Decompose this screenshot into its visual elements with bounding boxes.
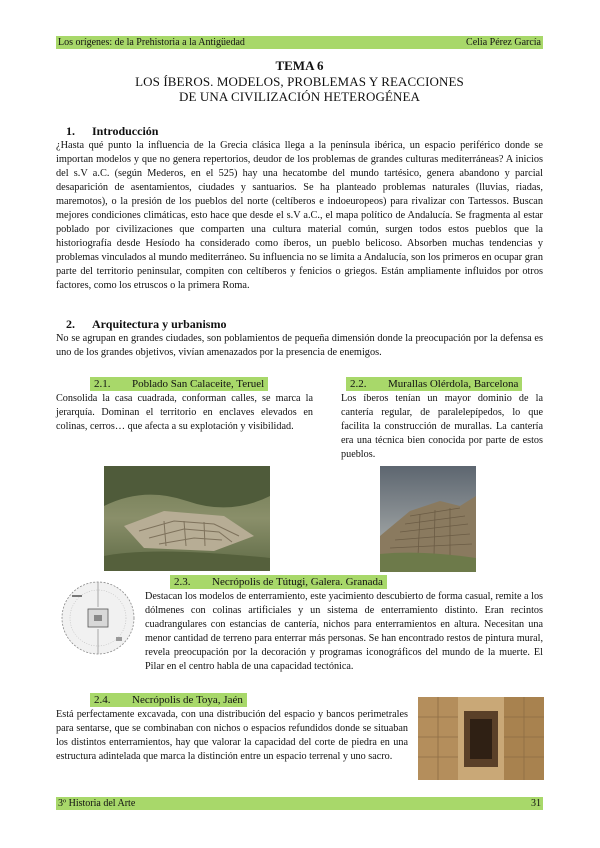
subsection-2-4-text: Está perfectamente excavada, con una distribución del espacio y bancos perimetrales para sentarse, que se combinaban con nichos o espacios refundidos donde se situaban los distintos enterramientos, hay que valorar la capacidad del corte de piedra en una estructura adintelada que marca la distinción entre un espacio terrenal y uno sacro. [56,709,408,762]
subsection-2-3-heading [170,575,387,589]
subsection-2-1-heading [90,377,268,391]
subsection-2-4-heading [90,693,247,707]
subsection-2-3-title: Necrópolis de Tútugi, Galera. Granada [212,576,383,588]
tema-label: TEMA 6 [275,58,324,73]
page-header [56,36,543,49]
section-1-title: Introducción [92,124,159,138]
san-calaceite-photo [104,466,270,571]
tutugi-plan-diagram [58,577,138,659]
subsection-2-2-text: Los íberos tenían un mayor dominio de la cantería regular, de paralelepípedos, lo que facilita la construcción de murallas. La cantería era una técnica bien conocida por parte de estos pueblos. [341,393,543,460]
subsection-2-4-title: Necrópolis de Toya, Jaén [132,694,243,706]
subsection-2-1-number: 2.1. [94,378,111,390]
section-1-heading [56,124,158,138]
title-line-2: DE UNA CIVILIZACIÓN HETEROGÉNEA [178,89,421,104]
title-line-1: LOS ÍBEROS. MODELOS, PROBLEMAS Y REACCIONES [135,74,464,89]
subsection-2-3-text: Destacan los modelos de enterramiento, este yacimiento descubierto de forma casual, remite a los dólmenes con colinas artificiales y un sistema de enterramiento distinto. Eran recintos cuadrangulares con estancias de cantería, nichos para enterramientos en altura. Necesitan una menor cantidad de terreno para enterrar más personas. Se han encontrado restos de pintura mural, revela preocupación por la decoración y programas iconográficos del mundo de la muerte. El Pilar en el centro habla de una capacidad tectónica. [145,591,544,672]
subsection-2-3-number: 2.3. [174,576,191,588]
section-2-text: No se agrupan en grandes ciudades, son poblamientos de pequeña dimensión donde la preocupación por la defensa es uno de los grandes objetivos, vivían amenazados por la presencia de enemigos. [56,333,543,358]
header-course-title: Los orígenes: de la Prehistoria a la Antigüedad [58,37,245,48]
section-1-text: ¿Hasta qué punto la influencia de la Grecia clásica llega a la península ibérica, un espacio periférico donde se importan modelos y que no genera repertorios, deudor de los problemas de grandes culturas mediterráneas? A inicios del s.V a.C. (según Mederos, en el 525) hay una hecatombe del mundo tartésico, genera abandono y parcial desaparición de asentamientos, ciudades y santuarios. Se ha planteado problemas naturales (lluvias, riadas, maremotos), o la presión de los pueblos del norte (celtíberos e indoeuropeos) para rivalizar con Tartessos. Buscan mejores condiciones climáticas, esto hace que desde el s.V a.C., el mapa político de Andalucía. Se fragmenta al estar poblado por civilizaciones que comparten una cultura material común, surgen todos estos pueblos que la historiografía desde Hesíodo ha considerado como íberos, un pueblo belicoso. Absorben muchas tendencias y problemas vinculados al mundo mediterráneo. Su influencia no se limita a Andalucía, son los primeros en ocupar gran parte del territorio peninsular, compiten con celtíberos y fenicios o griegos. Están ampliamente influidos por otros factores, como los etruscos o la primera Roma. [56,140,543,291]
section-1-number: 1. [66,124,75,138]
document-title [56,58,543,104]
page-number: 31 [531,798,541,809]
subsection-2-1-title: Poblado San Calaceite, Teruel [132,378,265,390]
toya-necropolis-photo [418,697,544,780]
header-author: Celia Pérez García [466,37,541,48]
subsection-2-4-number: 2.4. [94,694,111,706]
section-2-number: 2. [66,317,75,331]
subsection-2-2-title: Murallas Olérdola, Barcelona [388,378,519,390]
subsection-2-2-number: 2.2. [350,378,367,390]
footer-course: 3º Historia del Arte [58,798,136,809]
section-2-title: Arquitectura y urbanismo [92,317,227,331]
page-footer [56,797,543,810]
olerdola-walls-photo [380,466,476,572]
subsection-2-1-text: Consolida la casa cuadrada, conforman calles, se marca la jerarquía. Dominan el territorio en enclaves elevados en colinas, cerros… que afecta a su explotación y visibilidad. [56,393,313,432]
subsection-2-2-heading [346,377,522,391]
section-2-heading [56,317,226,331]
